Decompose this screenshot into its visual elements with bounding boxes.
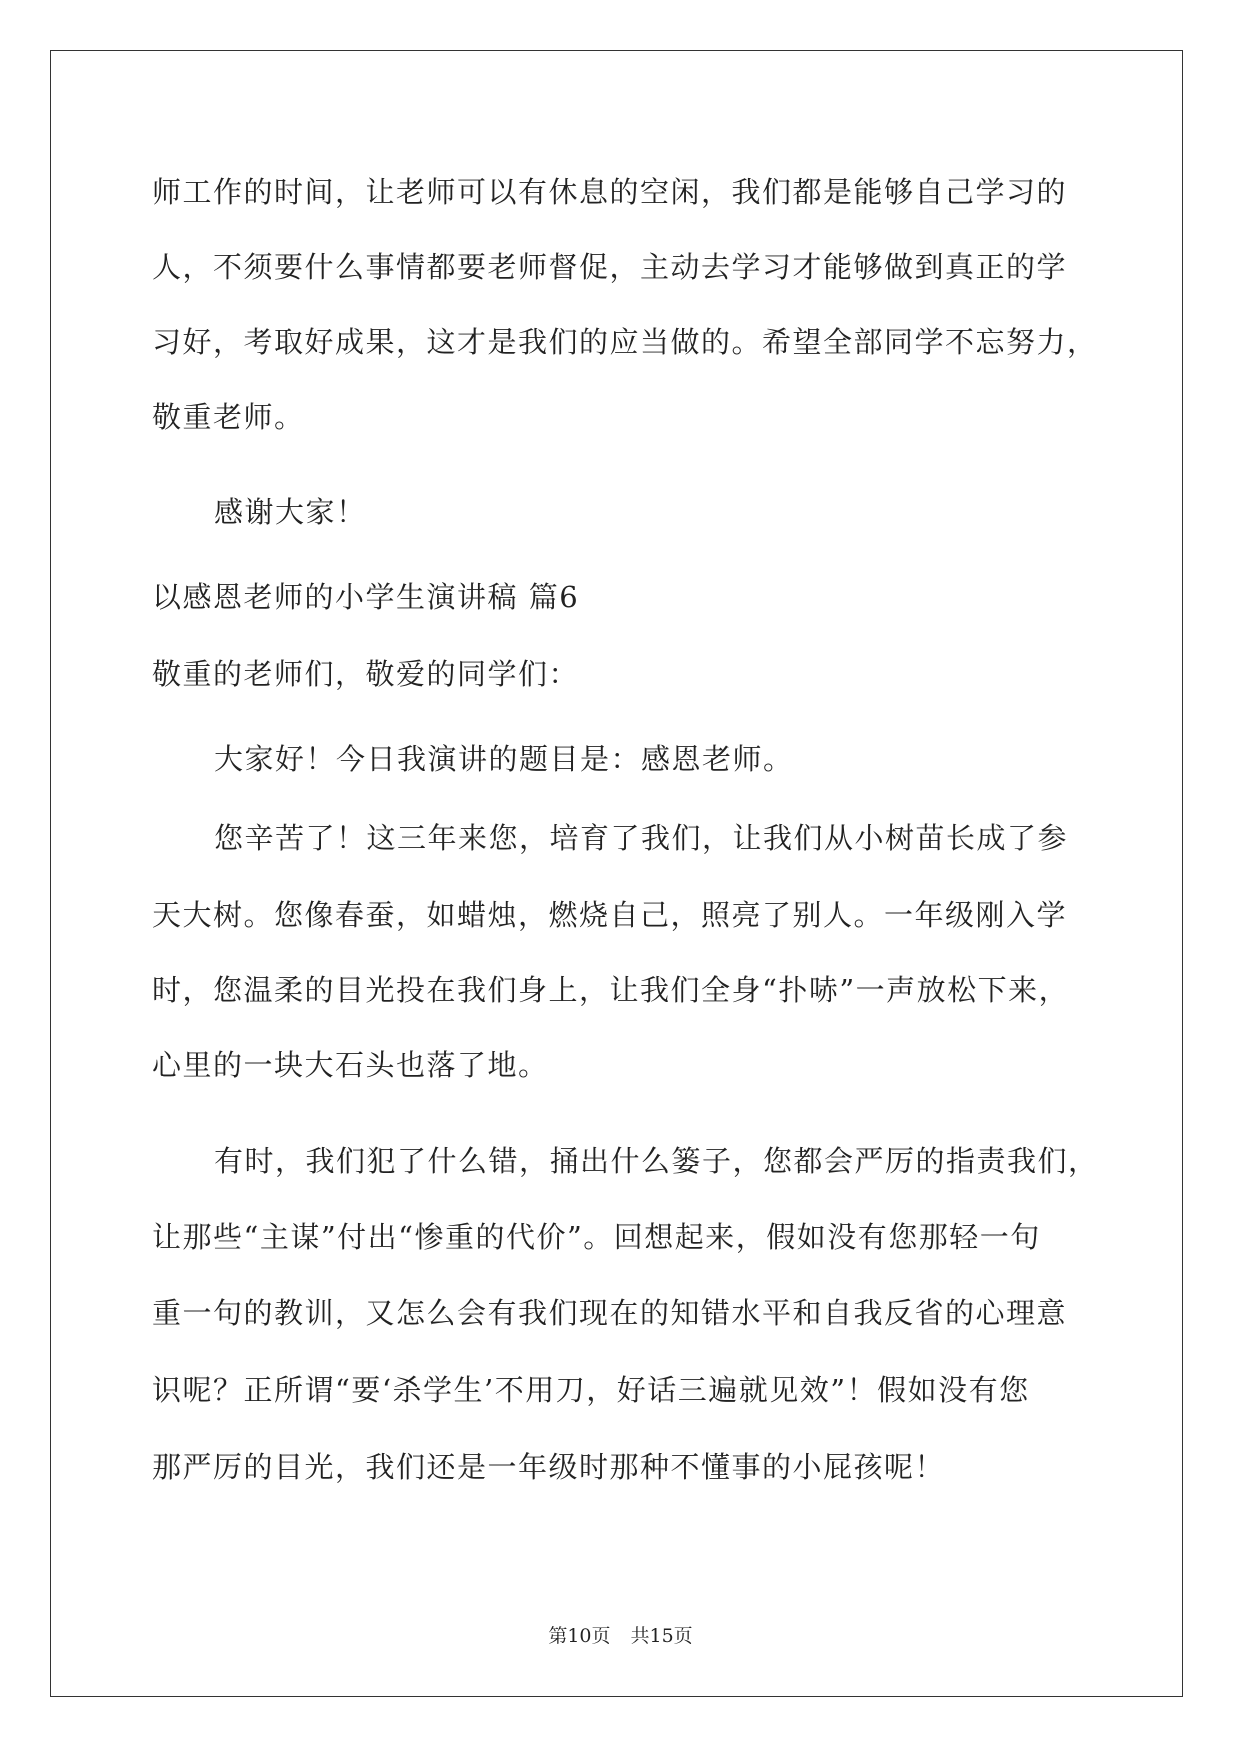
closing-thanks: 感谢大家！ — [214, 495, 367, 529]
paragraph-2-line-2: 让那些“主谋”付出“惨重的代价”。回想起来，假如没有您那轻一句 — [152, 1220, 1041, 1254]
speech-opening: 大家好！今日我演讲的题目是：感恩老师。 — [214, 742, 794, 776]
page-footer — [0, 1624, 1241, 1648]
paragraph-1-line-4: 心里的一块大石头也落了地。 — [152, 1048, 549, 1082]
paragraph-2-line-3: 重一句的教训，又怎么会有我们现在的知错水平和自我反省的心理意 — [152, 1296, 1068, 1330]
body-text-line-4: 敬重老师。 — [152, 400, 305, 434]
paragraph-2-line-5: 那严厉的目光，我们还是一年级时那种不懂事的小屁孩呢！ — [152, 1450, 946, 1484]
page-number: 第10页 — [548, 1625, 611, 1647]
paragraph-1-line-2: 天大树。您像春蚕，如蜡烛，燃烧自己，照亮了别人。一年级刚入学 — [152, 898, 1068, 932]
body-text-line-3: 习好，考取好成果，这才是我们的应当做的。希望全部同学不忘努力， — [152, 325, 1098, 359]
body-text-line-1: 师工作的时间，让老师可以有休息的空闲，我们都是能够自己学习的 — [152, 175, 1068, 209]
paragraph-1-line-3: 时，您温柔的目光投在我们身上，让我们全身“扑哧”一声放松下来， — [152, 973, 1070, 1007]
paragraph-2-line-4: 识呢？正所谓“要‘杀学生’不用刀，好话三遍就见效”！假如没有您 — [152, 1373, 1030, 1407]
paragraph-2-line-1: 有时，我们犯了什么错，捅出什么篓子，您都会严厉的指责我们， — [214, 1144, 1099, 1178]
body-text-line-2: 人，不须要什么事情都要老师督促，主动去学习才能够做到真正的学 — [152, 250, 1068, 284]
section-heading: 以感恩老师的小学生演讲稿 篇6 — [152, 580, 580, 614]
paragraph-1-line-1: 您辛苦了！这三年来您，培育了我们，让我们从小树苗长成了参 — [214, 821, 1069, 855]
page-total: 共15页 — [630, 1625, 693, 1647]
salutation: 敬重的老师们，敬爱的同学们： — [152, 657, 580, 691]
